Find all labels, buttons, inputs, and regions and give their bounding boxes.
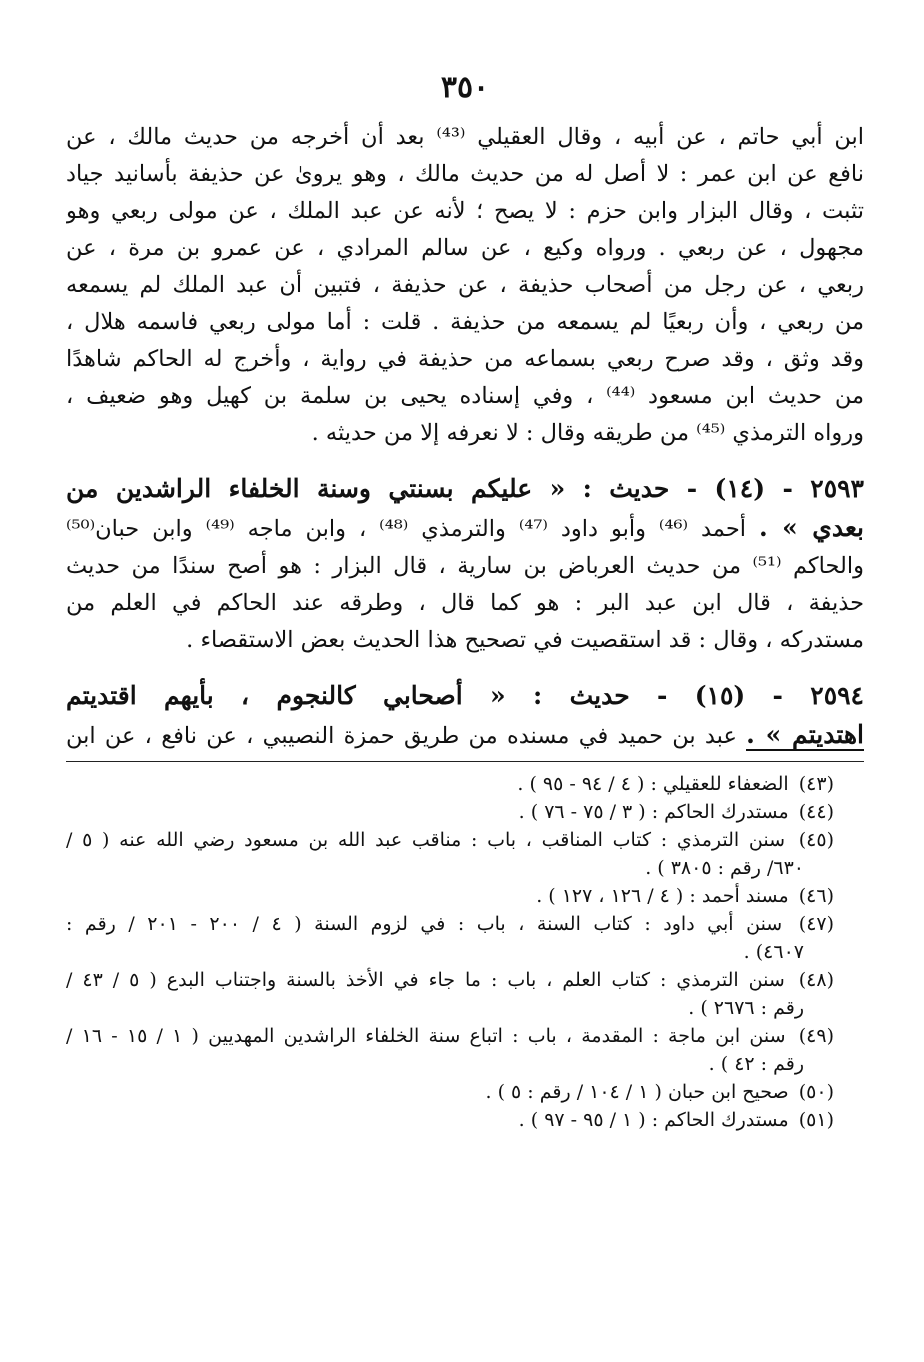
hadith-entry-2593 — [66, 470, 864, 659]
footnote-continuation: رقم : ٢٦٧٦ ) . — [688, 997, 804, 1019]
body-line: تثبت ، وقال البزار وابن حزم : لا يصح ؛ لأنه عن عبد الملك ، عن مولى ربعي وهو — [66, 198, 864, 224]
footnotes — [66, 770, 864, 1134]
footnote: (٤٣) الضعفاء للعقيلي : ( ٤ / ٩٤ - ٩٥ ) . — [517, 773, 834, 795]
entry-heading: ٢٥٩٤ - (١٥) - حديث : « أصحابي كالنجوم ، بأيهم اقتديتم — [66, 681, 864, 710]
entry-heading: ٢٥٩٣ - (١٤) - حديث : « عليكم بسنتي وسنة الخلفاء الراشدين من — [66, 474, 864, 503]
hadith-entry-2594 — [66, 677, 864, 755]
entry-text: عبد بن حميد في مسنده من طريق حمزة النصيبي ، عن نافع ، عن ابن — [66, 723, 737, 749]
footnote: (٤٩) سنن ابن ماجة : المقدمة ، باب : اتباع سنة الخلفاء الراشدين المهديين ( ١ / ١٥ - ١٦ / — [66, 1025, 834, 1047]
body-line: مجهول ، عن ربعي . ورواه وكيع ، عن سالم المرادي ، عن عمرو بن مرة ، عن — [66, 235, 864, 261]
body-text — [66, 119, 864, 452]
entry-text: أحمد ⁽⁴⁶⁾ وأبو داود ⁽⁴⁷⁾ والترمذي ⁽⁴⁸⁾ ، وابن ماجه ⁽⁴⁹⁾ وابن حبان⁽⁵⁰⁾ — [66, 516, 746, 542]
entry-heading-end: اهتديتم » . — [746, 720, 864, 749]
footnote: (٥١) مستدرك الحاكم : ( ١ / ٩٥ - ٩٧ ) . — [518, 1109, 834, 1131]
entry-line: والحاكم ⁽⁵¹⁾ من حديث العرباض بن سارية ، قال البزار : هو أصح سندًا من حديث — [66, 553, 864, 579]
body-line: نافع عن ابن عمر : لا أصل له من حديث مالك ، وهو يروىٰ عن حذيفة بأسانيد جياد — [66, 161, 864, 187]
entry-line: حذيفة ، قال ابن عبد البر : هو كما قال ، وطرقه عند الحاكم في العلم من — [66, 590, 864, 616]
document-page — [66, 70, 864, 1134]
body-line: وقد وثق ، وقد صرح ربعي بسماعه من حذيفة في رواية ، وأخرج له الحاكم شاهدًا — [66, 346, 864, 372]
entry-line: مستدركه ، وقال : قد استقصيت في تصحيح هذا الحديث بعض الاستقصاء . — [186, 627, 864, 653]
footnote: (٥٠) صحيح ابن حبان ( ١ / ١٠٤ / رقم : ٥ ) . — [485, 1081, 834, 1103]
body-line: ربعي ، عن رجل من أصحاب حذيفة ، عن حذيفة ، فتبين أن عبد الملك لم يسمعه — [66, 272, 864, 298]
footnote: (٤٧) سنن أبي داود : كتاب السنة ، باب : في لزوم السنة ( ٤ / ٢٠٠ - ٢٠١ / رقم : — [66, 913, 835, 935]
body-line: من حديث ابن مسعود ⁽⁴⁴⁾ ، وفي إسناده يحيى بن سلمة بن كهيل وهو ضعيف ، — [66, 383, 864, 409]
entry-heading-end: بعدي » . — [758, 513, 864, 542]
footnote-continuation: رقم : ٤٢ ) . — [708, 1053, 804, 1075]
footnote-continuation: ٦٣٠/ رقم : ٣٨٠٥ ) . — [645, 857, 804, 879]
footnote-continuation: ٤٦٠٧) . — [743, 941, 804, 963]
body-line: من ربعي ، وأن ربعيًا لم يسمعه من حذيفة . قلت : أما مولى ربعي فاسمه هلال ، — [66, 309, 864, 335]
footnote: (٤٨) سنن الترمذي : كتاب العلم ، باب : ما جاء في الأخذ بالسنة واجتناب البدع ( ٥ / ٤٣ / — [66, 969, 834, 991]
body-line: ورواه الترمذي ⁽⁴⁵⁾ من طريقه وقال : لا نعرفه إلا من حديثه . — [311, 420, 864, 446]
body-line: ابن أبي حاتم ، عن أبيه ، وقال العقيلي ⁽⁴³⁾ بعد أن أخرجه من حديث مالك ، عن — [66, 124, 864, 150]
footnote-divider — [66, 761, 864, 762]
footnote: (٤٦) مسند أحمد : ( ٤ / ١٢٦ ، ١٢٧ ) . — [536, 885, 834, 907]
page-number: ٣٥٠ — [440, 70, 490, 105]
footnote: (٤٤) مستدرك الحاكم : ( ٣ / ٧٥ - ٧٦ ) . — [518, 801, 834, 823]
footnote: (٤٥) سنن الترمذي : كتاب المناقب ، باب : مناقب عبد الله بن مسعود رضي الله عنه ( ٥ / — [66, 829, 834, 851]
